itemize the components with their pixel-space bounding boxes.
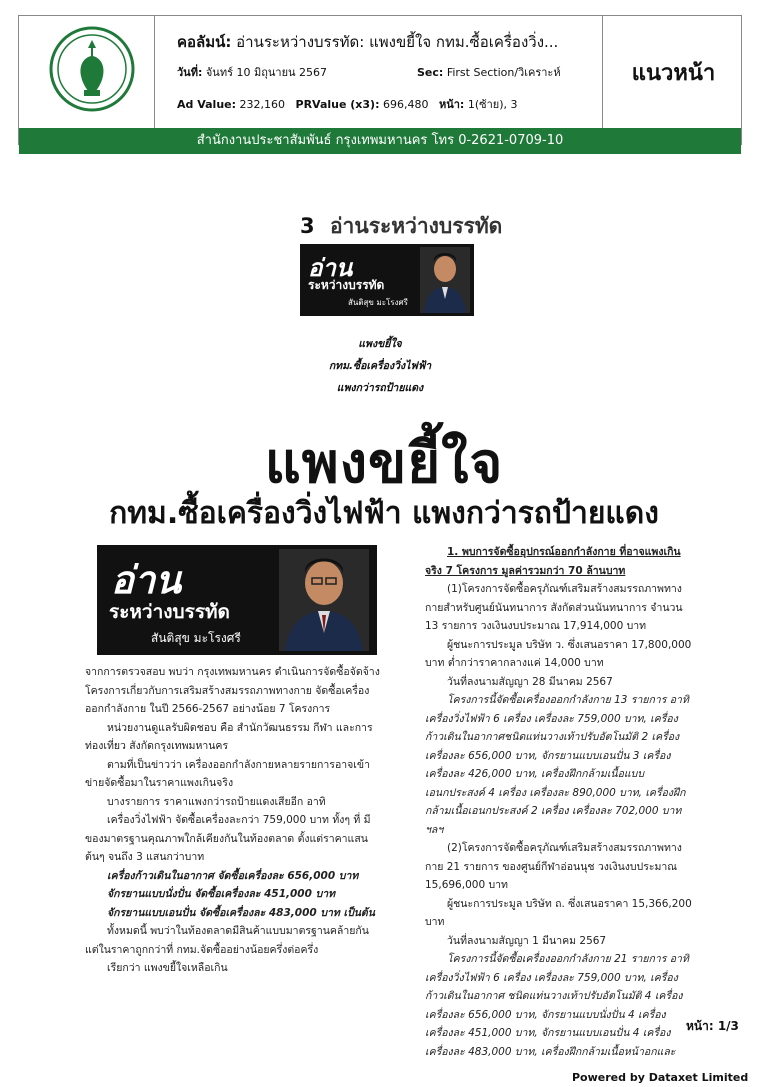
sub-headlines <box>280 333 480 399</box>
page-label: หน้า: <box>438 98 465 111</box>
ad-value: 232,160 <box>239 98 286 111</box>
powered-by: Powered by Dataxet Limited <box>572 1071 749 1084</box>
logo-box <box>19 16 155 128</box>
paragraph: วันที่ลงนามสัญญา 1 มีนาคม 2567 <box>447 934 607 947</box>
paragraph: จากการตรวจสอบ พบว่า กรุงเทพมหานคร ดำเนินการจัดซื้อจัดจ้างโครงการเกี่ยวกับการเสริมสร้างสมรรถภาพทางกาย จัดซื้อเครื่องออกกำลังกาย ในปี 2566-2567 อย่างน้อย 7 โครงการ <box>85 666 380 715</box>
banner-big-text: อ่าน <box>111 558 182 602</box>
banner-mid-text: ระหว่างบรรทัด <box>109 601 230 623</box>
banner-big-text: อ่าน <box>308 254 353 282</box>
paragraph: โครงการนี้จัดซื้อเครื่องออกกำลังกาย 13 รายการ อาทิ เครื่องวิ่งไฟฟ้า 6 เครื่อง เครื่องละ 759,000 บาท, เครื่องก้าวเดินในอากาศชนิดแท่นวางเท้าปรับอัตโนมัติ 2 เครื่อง เครื่องละ 656,000 บาท, จักรยานแบบเอนปั่น 3 เครื่อง เครื่องละ 426,000 บาท, เครื่องฝึกกล้ามเนื้อแบบเอนกประสงค์ 4 เครื่อง เครื่องละ 890,000 บาท, เครื่องฝึกกล้ามเนื้อเอนกประสงค์ 2 เครื่อง เครื่องละ 702,000 บาท ฯลฯ <box>425 694 689 836</box>
banner-author: สันติสุข มะโรงศรี <box>151 631 241 645</box>
price-item: จักรยานแบบเอนปั่น จัดซื้อเครื่องละ 483,000 บาท เป็นต้น <box>107 906 375 919</box>
paragraph: เครื่องวิ่งไฟฟ้า จัดซื้อเครื่องละกว่า 759,000 บาท ทั้งๆ ที่ มีของมาตรฐานคุณภาพใกล้เคียงกันในท้องตลาด ตั้งแต่ราคาแสนต้นๆ จนถึง 3 แสนกว่าบาท <box>85 814 371 863</box>
clipping-info <box>165 16 603 128</box>
main-subheadline: กทม.ซื้อเครื่องวิ่งไฟฟ้า แพงกว่ารถป้ายแดง <box>109 496 659 531</box>
page-indicator: หน้า: 1/3 <box>686 1019 739 1033</box>
article-left-column <box>85 663 383 978</box>
column-value: อ่านระหว่างบรรทัด: แพงขยี้ใจ กทม.ซื้อเครื่องวิ่ง... <box>236 33 559 51</box>
page-heading-text: อ่านระหว่างบรรทัด <box>329 214 503 238</box>
office-contact-bar: สำนักงานประชาสัมพันธ์ กรุงเทพมหานคร โทร 0-2621-0709-10 <box>19 128 741 154</box>
paragraph: (1)โครงการจัดซื้อครุภัณฑ์เสริมสร้างสมรรถภาพทางกายสำหรับศูนย์นันทนาการ สังกัดส่วนนันทนาการ จำนวน 13 รายการ วงเงินงบประมาณ 17,914,000 บาท <box>425 583 683 632</box>
author-photo <box>420 247 470 313</box>
column-line <box>177 30 558 54</box>
price-item: เครื่องก้าวเดินในอากาศ จัดซื้อเครื่องละ 656,000 บาท <box>107 869 359 882</box>
paragraph: โครงการนี้จัดซื้อเครื่องออกกำลังกาย 21 รายการ อาทิ เครื่องวิ่งไฟฟ้า 6 เครื่อง เครื่องละ 759,000 บาท, เครื่องก้าวเดินในอากาศ ชนิดแท่นวางเท้าปรับอัตโนมัติ 4 เครื่อง เครื่องละ 656,000 บาท, จักรยานแบบนั่งปั่น 4 เครื่อง เครื่องละ 451,000 บาท, จักรยานแบบเอนปั่น 4 เครื่อง เครื่องละ 483,000 บาท, เครื่องฝึกกล้ามเนื้อหน้าอกและ <box>425 953 689 1058</box>
date-sec-line <box>177 63 597 81</box>
sub-headline-3: แพงกว่ารถป้ายแดง <box>336 382 424 394</box>
value-line <box>177 95 597 113</box>
paragraph: ผู้ชนะการประมูล บริษัท ว. ซึ่งเสนอราคา 17,800,000 บาท ต่ำกว่าราคากลางแค่ 14,000 บาท <box>425 638 692 669</box>
price-item: จักรยานแบบนั่งปั่น จัดซื้อเครื่องละ 451,000 บาท <box>107 888 336 900</box>
date-value: จันทร์ 10 มิถุนายน 2567 <box>205 66 328 79</box>
page-heading <box>300 210 502 243</box>
column-banner-large <box>97 545 377 655</box>
column-banner-small <box>300 244 474 316</box>
paragraph: (2)โครงการจัดซื้อครุภัณฑ์เสริมสร้างสมรรถภาพทางกาย 21 รายการ ของศูนย์กีฬาอ่อนนุช วงเงินงบประมาณ 15,696,000 บาท <box>425 842 682 891</box>
section-heading: 1. พบการจัดซื้ออุปกรณ์ออกกำลังกาย ที่อาจแพงเกินจริง 7 โครงการ มูลค่ารวมกว่า 70 ล้านบาท <box>425 546 681 577</box>
sub-headline-1: แพงขยี้ใจ <box>358 338 402 350</box>
paragraph: หน่วยงานดูแลรับผิดชอบ คือ สำนักวัฒนธรรม กีฬา และการท่องเที่ยว สังกัดกรุงเทพมหานคร <box>85 721 373 752</box>
column-label: คอลัมน์: <box>177 33 232 51</box>
date-label: วันที่: <box>177 66 203 79</box>
main-headline: แพงขยี้ใจ <box>264 431 504 496</box>
banner-mid-text: ระหว่างบรรทัด <box>308 278 385 292</box>
ad-value-label: Ad Value: <box>177 98 237 111</box>
clipping-header <box>18 15 742 148</box>
paragraph: ผู้ชนะการประมูล บริษัท ถ. ซึ่งเสนอราคา 15,366,200 บาท <box>425 897 692 928</box>
section-name: แนวหน้า <box>631 60 716 86</box>
banner-author: สันติสุข มะโรงศรี <box>348 298 408 307</box>
bma-seal-logo <box>49 26 135 112</box>
paragraph: ตามที่เป็นข่าวว่า เครื่องออกกำลังกายหลายรายการอาจเข้าข่ายจัดซื้อมาในราคาแพงเกินจริง <box>85 758 370 789</box>
article-right-column <box>425 543 695 1061</box>
paragraph: ทั้งหมดนี้ พบว่าในท้องตลาดมีสินค้าแบบมาตรฐานคล้ายกัน แต่ในราคาถูกกว่าที่ กทม.จัดซื้ออย่างน้อยครึ่งต่อครึ่ง <box>85 925 369 956</box>
sec-value: First Section/วิเคราะห์ <box>446 66 561 79</box>
sub-headline-2: กทม.ซื้อเครื่องวิ่งไฟฟ้า <box>328 360 432 372</box>
pr-value: 696,480 <box>382 98 429 111</box>
page-number: 3 <box>300 214 315 238</box>
sec-label: Sec: <box>417 66 444 79</box>
pr-value-label: PRValue (x3): <box>295 98 380 111</box>
author-photo <box>279 549 369 651</box>
page-value: 1(ซ้าย), 3 <box>467 98 518 111</box>
paragraph: วันที่ลงนามสัญญา 28 มีนาคม 2567 <box>447 675 613 688</box>
paragraph: บางรายการ ราคาแพงกว่ารถป้ายแดงเสียอีก อาทิ <box>107 795 326 808</box>
paragraph: เรียกว่า แพงขยี้ใจเหลือเกิน <box>107 962 228 974</box>
